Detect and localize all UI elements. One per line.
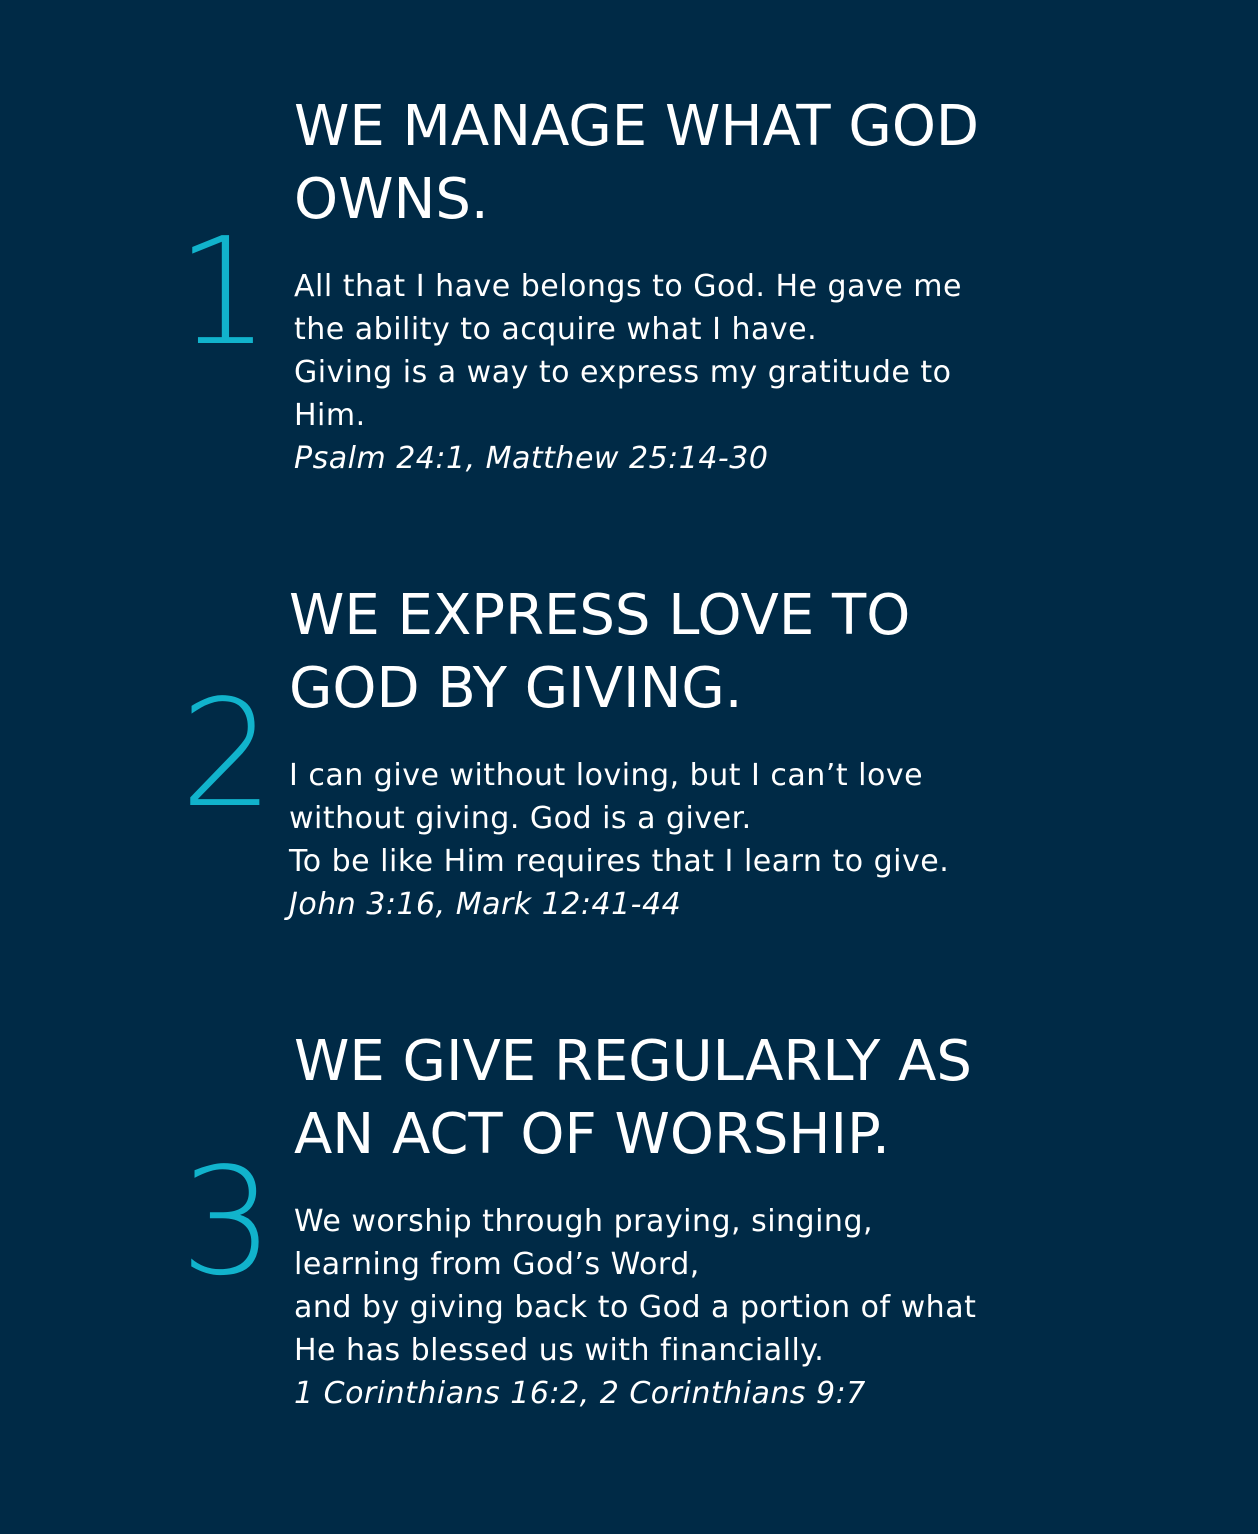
body-line: Him. bbox=[294, 398, 366, 433]
body-line: We worship through praying, singing, bbox=[294, 1204, 874, 1239]
body-line: He has blessed us with financially. bbox=[294, 1333, 825, 1368]
principle-title-line: GOD BY GIVING. bbox=[289, 656, 743, 721]
principle-title-line: WE MANAGE WHAT GOD bbox=[294, 94, 980, 159]
body-line: and by giving back to God a portion of what bbox=[294, 1290, 977, 1325]
scripture-reference: Psalm 24:1, Matthew 25:14-30 bbox=[294, 441, 769, 476]
principle-number: 1 bbox=[176, 206, 271, 378]
principle-title-line: WE GIVE REGULARLY AS bbox=[294, 1029, 972, 1094]
body-line: All that I have belongs to God. He gave me bbox=[294, 269, 962, 304]
principle-number: 2 bbox=[180, 668, 275, 840]
principle-body bbox=[294, 1200, 976, 1415]
principle-title-line: OWNS. bbox=[294, 167, 489, 232]
principle-title bbox=[294, 90, 979, 236]
principle-title-line: WE EXPRESS LOVE TO bbox=[289, 583, 911, 648]
principle-title bbox=[294, 1025, 972, 1171]
body-line: I can give without loving, but I can’t love bbox=[289, 758, 924, 793]
scripture-reference: John 3:16, Mark 12:41-44 bbox=[289, 887, 682, 922]
body-line: Giving is a way to express my gratitude to bbox=[294, 355, 952, 390]
principle-body bbox=[289, 754, 949, 926]
principle-body bbox=[294, 265, 962, 480]
body-line: To be like Him requires that I learn to give. bbox=[289, 844, 950, 879]
principle-title bbox=[289, 579, 910, 725]
principle-title-line: AN ACT OF WORSHIP. bbox=[294, 1102, 890, 1167]
body-line: without giving. God is a giver. bbox=[289, 801, 752, 836]
body-line: learning from God’s Word, bbox=[294, 1247, 700, 1282]
principle-number: 3 bbox=[180, 1136, 275, 1308]
scripture-reference: 1 Corinthians 16:2, 2 Corinthians 9:7 bbox=[294, 1376, 866, 1411]
body-line: the ability to acquire what I have. bbox=[294, 312, 818, 347]
